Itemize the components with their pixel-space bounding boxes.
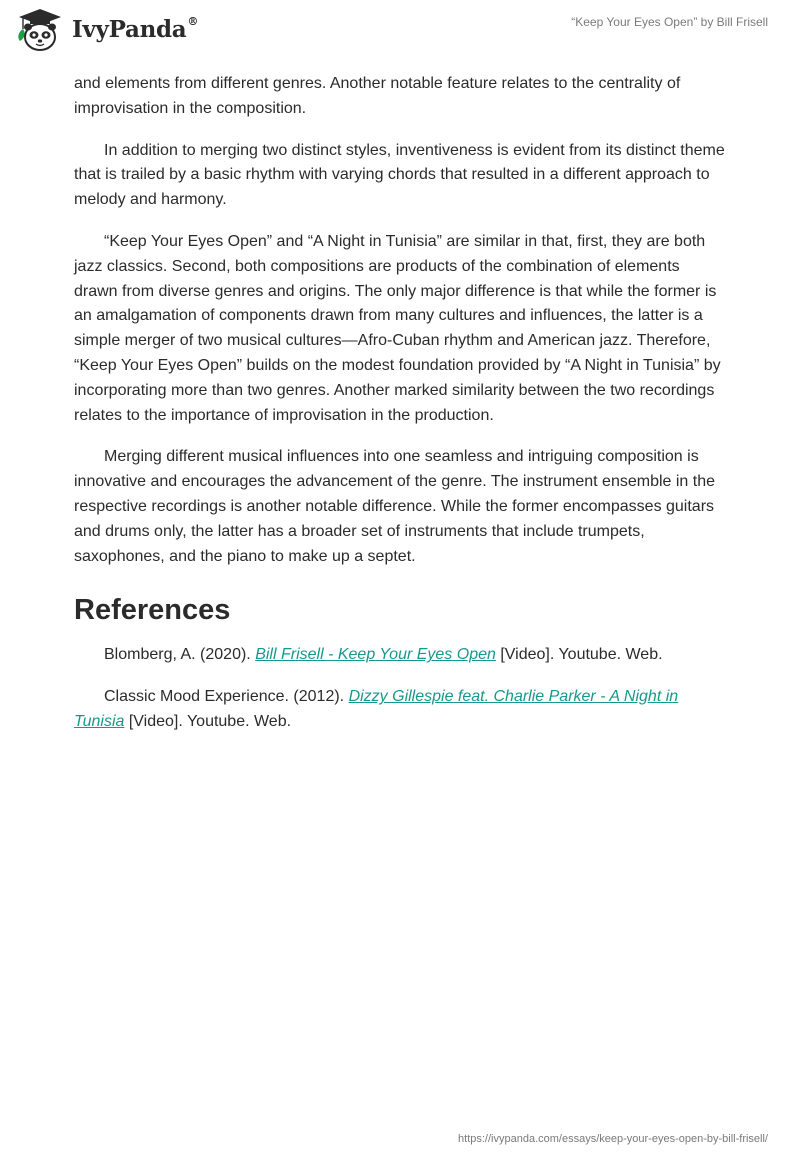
reference-author: Blomberg, A. (2020).: [104, 646, 256, 664]
paragraph: Merging different musical influences into one seamless and intriguing composition is innovative and encourages the advancement of the genre. The instrument ensemble in the respective recordings is another notable difference. While the former encompasses guitars and drums only, the latter has a broader set of instruments that include trumpets, saxophones, and the piano to make up a septet.: [74, 448, 716, 565]
reference-suffix: [Video]. Youtube. Web.: [124, 712, 292, 730]
reference-suffix: [Video]. Youtube. Web.: [495, 646, 663, 664]
paragraph: In addition to merging two distinct styles, inventiveness is evident from its distinct theme that is trailed by a basic rhythm with varying chords that resulted in a different approach to melody and harmony.: [74, 141, 725, 209]
references-heading: References: [74, 594, 231, 627]
reference-item: [74, 685, 726, 735]
panda-icon: [14, 8, 66, 52]
reference-link[interactable]: Bill Frisell - Keep Your Eyes Open: [255, 646, 496, 664]
registered-mark: ®: [187, 14, 199, 28]
reference-item: [74, 643, 726, 668]
page-header: [0, 0, 800, 70]
essay-content: [74, 72, 726, 752]
page-url[interactable]: https://ivypanda.com/essays/keep-your-eyes-open-by-bill-frisell/: [458, 1133, 768, 1145]
paragraph: “Keep Your Eyes Open” and “A Night in Tunisia” are similar in that, first, they are both jazz classics. Second, both compositions are products of the combination of elements drawn from diverse genres and origins. The only major difference is that while the former is an amalgamation of components drawn from many cultures and influences, the latter is a simple merger of two musical cultures—Afro-Cuban rhythm and American jazz. Therefore, “Keep Your Eyes Open” builds on the modest foundation provided by “A Night in Tunisia” by incorporating more than two genres. Another marked similarity between the two recordings relates to the importance of improvisation in the production.: [74, 232, 721, 424]
paragraph: and elements from different genres. Another notable feature relates to the centrality of improvisation in the composition.: [74, 75, 681, 117]
reference-link[interactable]: Dizzy Gillespie feat. Charlie Parker - A Night in Tunisia: [74, 688, 679, 730]
ivypanda-logo[interactable]: [14, 8, 198, 52]
reference-author: Classic Mood Experience. (2012).: [104, 688, 349, 706]
document-title: “Keep Your Eyes Open” by Bill Frisell: [571, 15, 768, 29]
brand-name: IvyPanda®: [72, 14, 199, 43]
